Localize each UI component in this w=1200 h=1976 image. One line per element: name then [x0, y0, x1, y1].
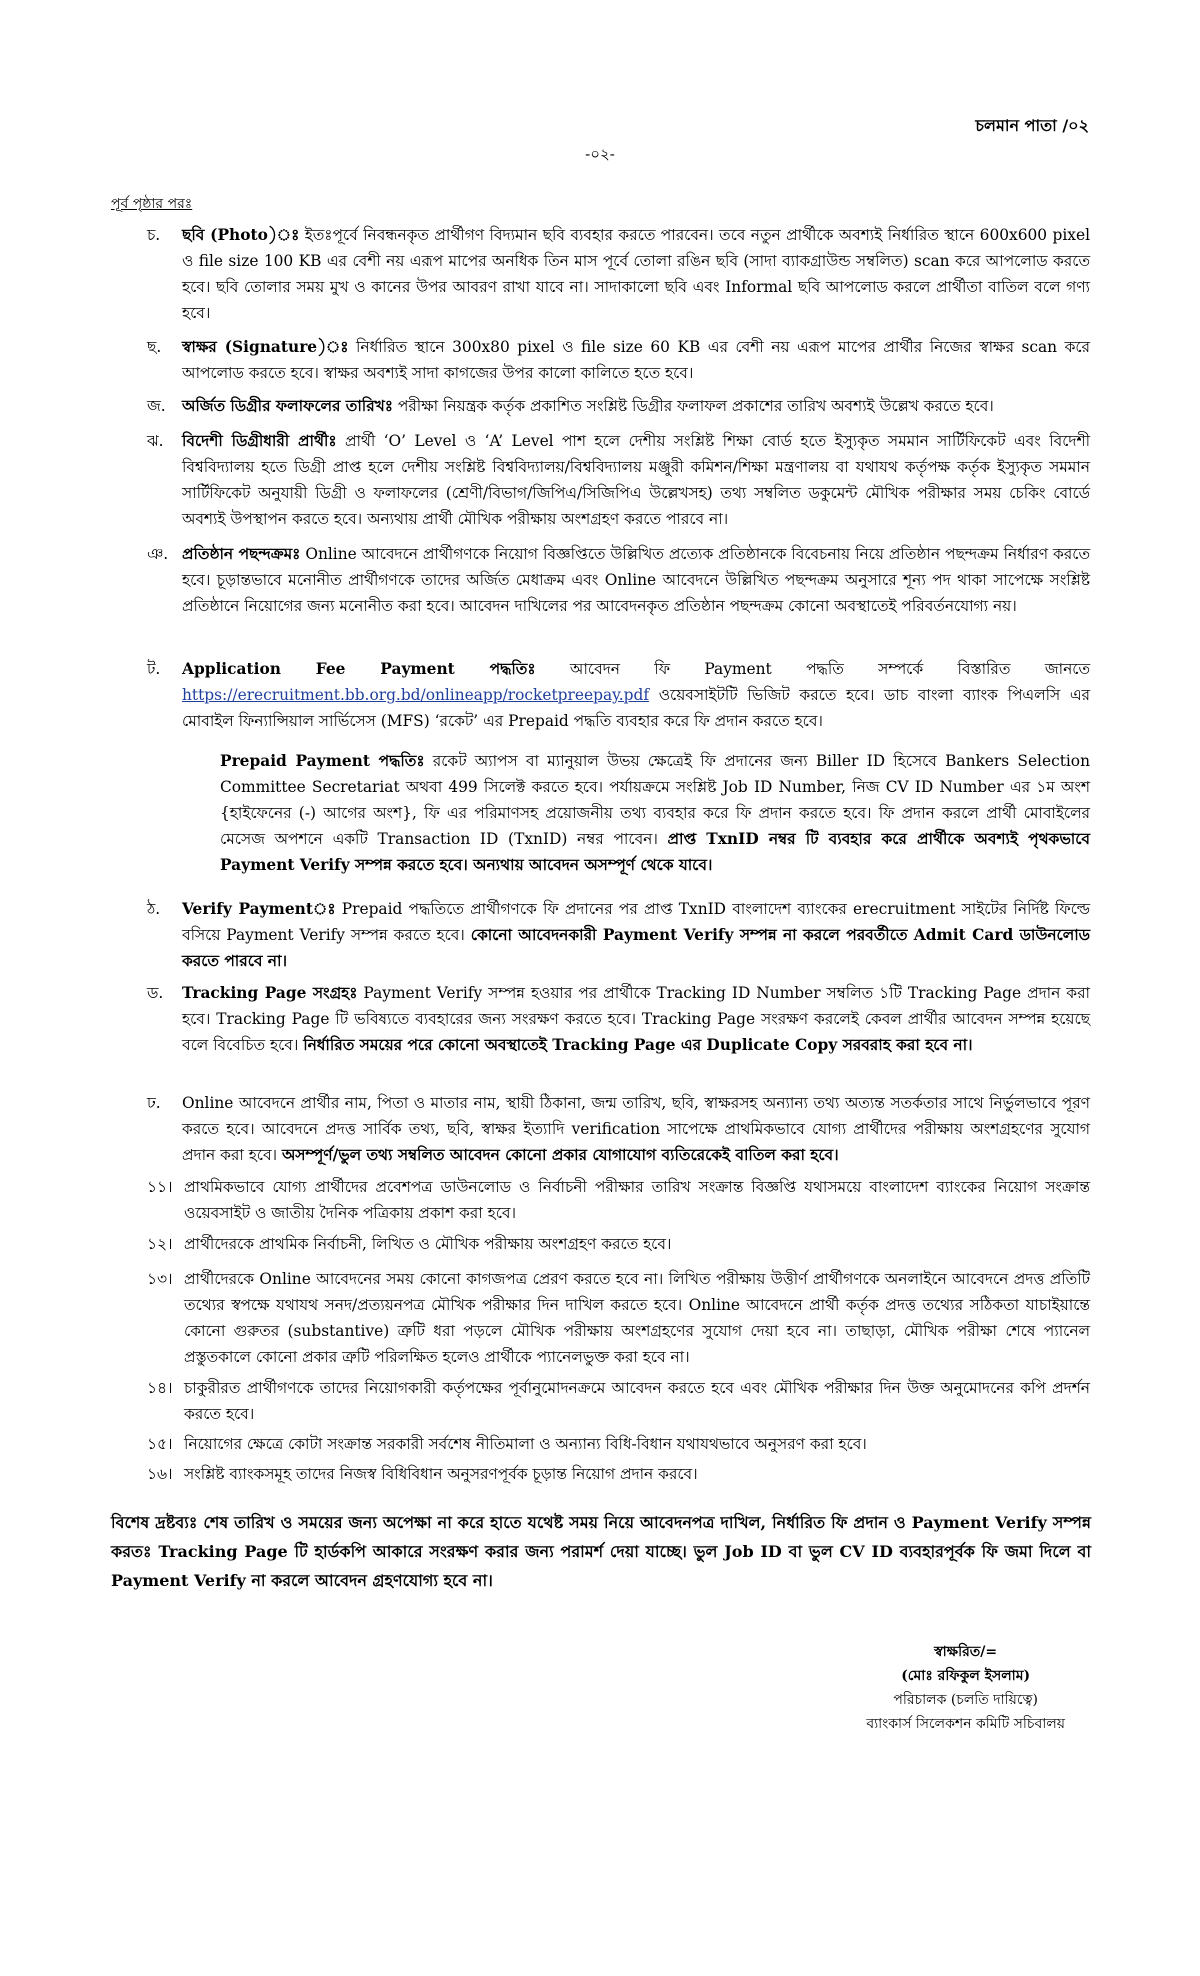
item-heading: অর্জিত ডিগ্রীর ফলাফলের তারিখঃ: [182, 397, 393, 415]
item-marker: ১৫।: [147, 1435, 173, 1453]
item-text: ইতঃপূর্বে নিবন্ধনকৃত প্রার্থীগণ বিদ্যমান ছবি ব্যবহার করতে পারবেন। তবে নতুন প্রার্থীকে অবশ্যই নির্ধারিত স্থানে 600x600 pixel ও file size 100 KB এর বেশী নয় এরূপ মাপের অনধিক তিন মাস পূর্বে তোলা রঙিন ছবি (সাদা ব্যাকগ্রাউন্ড সম্বলিত) scan করে আপলোড করতে হবে। ছবি তোলার সময় মুখ ও কানের উপর আবরণ রাখা যাবে না। সাদাকালো ছবি এবং Informal ছবি আপলোড করলে প্রার্থীতা বাতিল বলে গণ্য হবে।: [182, 226, 1090, 322]
item-marker: ১৬।: [147, 1465, 173, 1483]
item-marker: ১১।: [147, 1178, 173, 1196]
item-bold-text: অসম্পূর্ণ/ভুল তথ্য সম্বলিত আবেদন কোনো প্রকার যোগাযোগ ব্যতিরেকেই বাতিল করা হবে।: [281, 1146, 839, 1164]
signatory-name: (মোঃ রফিকুল ইসলাম): [901, 1668, 1031, 1684]
item-text: প্রার্থী ‘O’ Level ও ‘A’ Level পাশ হলে দেশীয় সংশ্লিষ্ট শিক্ষা বোর্ড হতে ইস্যুকৃত সমমান সার্টিফিকেট এবং বিদেশী বিশ্ববিদ্যালয় হতে ডিগ্রী প্রাপ্ত হলে দেশীয় সংশ্লিষ্ট বিশ্ববিদ্যালয়/বিশ্ববিদ্যালয় মঞ্জুরী কমিশন/শিক্ষা মন্ত্রণালয় বা যথাযথ কর্তৃপক্ষ কর্তৃক ইস্যুকৃত সমমান সার্টিফিকেট অনুযায়ী ডিগ্রী ও ফলাফলের (শ্রেণী/বিভাগ/জিপিএ/সিজিপিএ উল্লেখসহ) তথ্য সম্বলিত ডকুমেন্ট মৌখিক পরীক্ষার সময় চেকিং বোর্ডে অবশ্যই উপস্থাপন করতে হবে। অন্যথায় প্রার্থী মৌখিক পরীক্ষায় অংশগ্রহণ করতে পারবে না।: [182, 432, 1091, 528]
item-application-fee: [147, 656, 1090, 734]
signature-block: [866, 1640, 1065, 1736]
item-marker: ঝ.: [147, 432, 164, 450]
item-text: Online আবেদনে প্রার্থীগণকে নিয়োগ বিজ্ঞপ্তিতে উল্লিখিত প্রত্যেক প্রতিষ্ঠানকে বিবেচনায় নিয়ে প্রতিষ্ঠান পছন্দক্রম নির্ধারণ করতে হবে। চূড়ান্তভাবে মনোনীত প্রার্থীগণকে তাদের অর্জিত মেধাক্রম এবং Online আবেদনে উল্লিখিত পছন্দক্রম অনুসারে শূন্য পদ থাকা সাপেক্ষে সংশ্লিষ্ট প্রতিষ্ঠানে নিয়োগের জন্য মনোনীত করা হবে। আবেদন দাখিলের পর আবেদনকৃত প্রতিষ্ঠান পছন্দক্রম কোনো অবস্থাতেই পরিবর্তনযোগ্য নয়।: [182, 545, 1090, 615]
item-foreign-degree: [147, 428, 1090, 532]
item-text: চাকুরীরত প্রার্থীগণকে তাদের নিয়োগকারী কর্তৃপক্ষের পূর্বানুমোদনক্রমে আবেদন করতে হবে এবং মৌখিক পরীক্ষার দিন উক্ত অনুমোদনের কপি প্রদর্শন করতে হবে।: [184, 1379, 1090, 1423]
item-verify-payment: [147, 896, 1090, 974]
item-text: সংশ্লিষ্ট ব্যাংকসমূহ তাদের নিজস্ব বিধিবিধান অনুসরণপূর্বক চূড়ান্ত নিয়োগ প্রদান করবে।: [184, 1465, 698, 1483]
item-heading: ছবি (Photo)ঃ: [182, 226, 300, 244]
item-marker: চ.: [147, 226, 161, 244]
item-marker: ১৩।: [147, 1270, 173, 1288]
item-text: Payment Verify সম্পন্ন হওয়ার পর প্রার্থীকে Tracking ID Number সম্বলিত ১টি Tracking Page প্রদান করা হবে। Tracking Page টি ভবিষ্যতে ব্যবহারের জন্য সংরক্ষণ করতে হবে। Tracking Page সংরক্ষণ করলেই কেবল প্রার্থীর আবেদন সম্পন্ন হয়েছে বলে বিবেচিত হবে।: [182, 984, 1091, 1054]
page-number: -০২-: [585, 145, 615, 163]
item-text: নির্ধারিত স্থানে 300x80 pixel ও file size 60 KB এর বেশী নয় এরূপ মাপের প্রার্থীর নিজের স্বাক্ষর scan করে আপলোড করতে হবে। স্বাক্ষর অবশ্যই সাদা কাগজের উপর কালো কালিতে হতে হবে।: [182, 338, 1090, 382]
item-text: Prepaid পদ্ধতিতে প্রার্থীগণকে ফি প্রদানের পর প্রাপ্ত TxnID বাংলাদেশ ব্যাংকের erecruitment সাইটের নির্দিষ্ট ফিল্ডে বসিয়ে Payment Verify সম্পন্ন করতে হবে।: [182, 900, 1091, 944]
item-text: নিয়োগের ক্ষেত্রে কোটা সংক্রান্ত সরকারী সর্বশেষ নীতিমালা ও অন্যান্য বিধি-বিধান যথাযথভাবে অনুসরণ করা হবে।: [184, 1435, 867, 1453]
item-marker: ঢ.: [147, 1094, 161, 1112]
item-marker: ১২।: [147, 1235, 173, 1253]
fee-info-link[interactable]: https://erecruitment.bb.org.bd/onlineapp/rocketpreepay.pdf: [182, 686, 650, 704]
item-15: [147, 1431, 1090, 1457]
item-marker: জ.: [147, 397, 166, 415]
item-heading: বিদেশী ডিগ্রীধারী প্রার্থীঃ: [182, 432, 337, 450]
item-heading: স্বাক্ষর (Signature)ঃ: [182, 338, 349, 356]
signatory-designation: পরিচালক (চলতি দায়িত্বে): [893, 1692, 1038, 1708]
item-prepaid-payment: [220, 748, 1090, 878]
item-institution-preference: [147, 541, 1090, 619]
signed-label: স্বাক্ষরিত/=: [934, 1644, 998, 1660]
item-11: [147, 1174, 1090, 1226]
item-online-form: [147, 1090, 1090, 1168]
special-note: বিশেষ দ্রষ্টব্যঃ শেষ তারিখ ও সময়ের জন্য অপেক্ষা না করে হাতে যথেষ্ট সময় নিয়ে আবেদনপত্র দাখিল, নির্ধারিত ফি প্রদান ও Payment Verify সম্পন্ন করতঃ Tracking Page টি হার্ডকপি আকারে সংরক্ষণ করার জন্য পরামর্শ দেয়া যাচ্ছে। ভুল Job ID বা ভুল CV ID ব্যবহারপূর্বক ফি জমা দিলে বা Payment Verify না করলে আবেদন গ্রহণযোগ্য হবে না।: [111, 1513, 1091, 1590]
item-heading: Tracking Page সংগ্রহঃ: [182, 984, 358, 1002]
item-heading: Verify Paymentঃ: [182, 900, 336, 918]
item-marker: ঞ.: [147, 545, 169, 563]
item-result-date: [147, 393, 1090, 419]
page-note: চলমান পাতা /০২: [975, 116, 1089, 135]
item-bold-text: প্রাপ্ত TxnID নম্বর টি ব্যবহার করে প্রার্থীকে অবশ্যই পৃথকভাবে Payment Verify সম্পন্ন করতে হবে। অন্যথায় আবেদন অসম্পূর্ণ থেকে যাবে।: [220, 830, 1090, 874]
item-photo: [147, 222, 1090, 326]
continued-label: পূর্ব পৃষ্ঠার পরঃ: [111, 196, 193, 212]
item-bold-text: কোনো আবেদনকারী Payment Verify সম্পন্ন না করলে পরবর্তীতে Admit Card ডাউনলোড করতে পারবে না।: [182, 926, 1090, 970]
item-signature: [147, 334, 1090, 386]
item-bold-text: নির্ধারিত সময়ের পরে কোনো অবস্থাতেই Tracking Page এর Duplicate Copy সরবরাহ করা হবে না।: [303, 1036, 973, 1054]
item-text: প্রার্থীদেরকে Online আবেদনের সময় কোনো কাগজপত্র প্রেরণ করতে হবে না। লিখিত পরীক্ষায় উত্তীর্ণ প্রার্থীগণকে অনলাইনে আবেদনে প্রদত্ত প্রতিটি তথ্যের স্বপক্ষে যথাযথ সনদ/প্রত্যয়নপত্র মৌখিক পরীক্ষার দিন দাখিল করতে হবে। Online আবেদনে প্রার্থী কর্তৃক প্রদত্ত তথ্যের সঠিকতা যাচাইয়ান্তে কোনো গুরুতর (substantive) ত্রুটি ধরা পড়লে মৌখিক পরীক্ষায় অংশগ্রহণের সুযোগ দেয়া হবে না। তাছাড়া, মৌখিক পরীক্ষা শেষে প্যানেল প্রস্তুতকালে কোনো প্রকার ত্রুটি পরিলক্ষিত হলেও প্রার্থীকে প্যানেলভুক্ত করা হবে না।: [184, 1270, 1090, 1366]
item-marker: ১৪।: [147, 1379, 173, 1397]
item-14: [147, 1375, 1090, 1427]
item-heading: Application Fee Payment পদ্ধতিঃ: [182, 660, 536, 678]
item-marker: ঠ.: [147, 900, 161, 918]
item-marker: ট.: [147, 660, 161, 678]
item-tracking-page: [147, 980, 1090, 1058]
item-text: প্রার্থীদেরকে প্রাথমিক নির্বাচনী, লিখিত ও মৌখিক পরীক্ষায় অংশগ্রহণ করতে হবে।: [184, 1235, 672, 1253]
item-heading: প্রতিষ্ঠান পছন্দক্রমঃ: [182, 545, 301, 563]
item-12: [147, 1231, 1090, 1257]
item-text-continued: ওয়েবসাইটটি ভিজিট করতে হবে। ডাচ বাংলা ব্যাংক পিএলসি এর মোবাইল ফিন্যান্সিয়াল সার্ভিসেস (MFS) ‘রকেট’ এর Prepaid পদ্ধতি ব্যবহার করে ফি প্রদান করতে হবে।: [182, 686, 1090, 730]
item-text: রকেট অ্যাপস বা ম্যানুয়াল উভয় ক্ষেত্রেই ফি প্রদানের জন্য Biller ID হিসেবে Bankers Selection Committee Secretariat অথবা 499 সিলেক্ট করতে হবে। পর্যায়ক্রমে সংশ্লিষ্ট Job ID Number, নিজ CV ID Number এর ১ম অংশ {হাইফেনের (-) আগের অংশ}, ফি এর পরিমাণসহ প্রয়োজনীয় তথ্য ব্যবহার করে ফি প্রদান করতে হবে। ফি প্রদান করলে প্রার্থী মোবাইলের মেসেজ অপশনে একটি Transaction ID (TxnID) নম্বর পাবেন।: [220, 752, 1090, 848]
item-16: [147, 1461, 1090, 1487]
item-text: প্রাথমিকভাবে যোগ্য প্রার্থীদের প্রবেশপত্র ডাউনলোড ও নির্বাচনী পরীক্ষার তারিখ সংক্রান্ত বিজ্ঞপ্তি যথাসময়ে বাংলাদেশ ব্যাংকের নিয়োগ সংক্রান্ত ওয়েবসাইট ও জাতীয় দৈনিক পত্রিকায় প্রকাশ করা হবে।: [184, 1178, 1090, 1222]
item-text: আবেদন ফি Payment পদ্ধতি সম্পর্কে বিস্তারিত জানতে: [535, 660, 1090, 678]
item-text: Online আবেদনে প্রার্থীর নাম, পিতা ও মাতার নাম, স্থায়ী ঠিকানা, জন্ম তারিখ, ছবি, স্বাক্ষরসহ অন্যান্য তথ্য অত্যন্ত সতর্কতার সাথে নির্ভুলভাবে পূরণ করতে হবে। আবেদনে প্রদত্ত সার্বিক তথ্য, ছবি, স্বাক্ষর ইত্যাদি verification সাপেক্ষে প্রাথমিকভাবে যোগ্য প্রার্থীদের পরীক্ষায় অংশগ্রহণের সুযোগ প্রদান করা হবে।: [182, 1094, 1090, 1164]
signatory-office: ব্যাংকার্স সিলেকশন কমিটি সচিবালয়: [866, 1716, 1065, 1732]
item-13: [147, 1266, 1090, 1370]
item-text: পরীক্ষা নিয়ন্ত্রক কর্তৃক প্রকাশিত সংশ্লিষ্ট ডিগ্রীর ফলাফল প্রকাশের তারিখ অবশ্যই উল্লেখ করতে হবে।: [393, 397, 994, 415]
item-heading: Prepaid Payment পদ্ধতিঃ: [220, 752, 425, 770]
item-marker: ড.: [147, 984, 164, 1002]
item-marker: ছ.: [147, 338, 162, 356]
